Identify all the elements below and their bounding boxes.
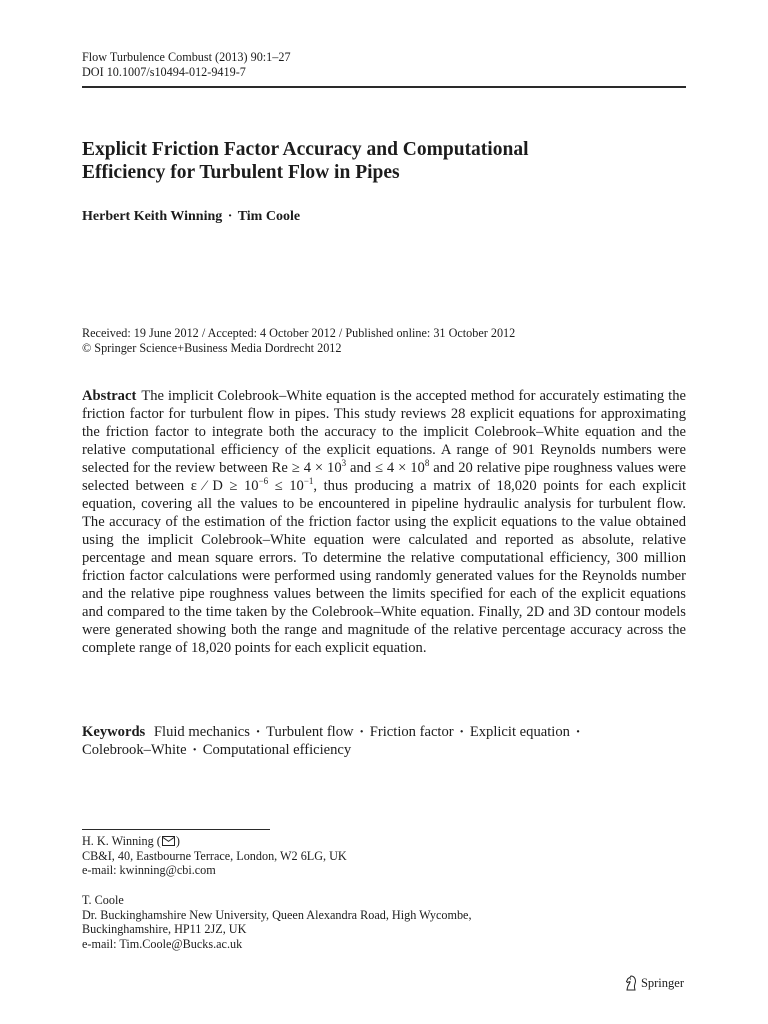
- author-name: Herbert Keith Winning: [82, 209, 223, 224]
- abstract-text-part-3: and 20 relative pipe roughness values were selected between ε ⁄ D ≥ 10: [82, 460, 687, 494]
- superscript-3: 3: [341, 458, 347, 469]
- keywords-label: Keywords: [82, 724, 146, 740]
- keyword-separator: ·: [251, 724, 265, 740]
- abstract: [82, 387, 686, 657]
- superscript-minus-6: −6: [258, 476, 269, 487]
- affiliation-winning: [82, 834, 602, 878]
- keyword: Computational efficiency: [202, 742, 352, 758]
- publication-history: [82, 326, 686, 356]
- keyword-separator: ·: [571, 724, 581, 740]
- keyword: Colebrook–White: [82, 742, 187, 758]
- abstract-label: Abstract: [82, 388, 137, 404]
- keyword-separator: ·: [455, 724, 468, 740]
- abstract-text-part-2: and ≤ 4 × 10: [346, 460, 425, 476]
- envelope-icon: [162, 836, 175, 846]
- keyword: Friction factor: [369, 724, 454, 740]
- abstract-text-part-5: , thus producing a matrix of 18,020 points for each explicit equation, covering all the values to be encountered in pipeline hydraulic analysis for turbulent flow. The accuracy of the estimation of the friction factor using the explicit equations to the value obtained using the implicit Colebrook–White equation were calculated and reported as absolute, relative percentage and mean square errors. To determine the relative computational efficiency, 300 million friction factor calculations were performed using randomly generated values for the Reynolds number and the relative pipe roughness values between the limits specified for each of the explicit equations and compared to the time taken by the Colebrook–White equation. Finally, 2D and 3D contour models were generated showing both the range and magnitude of the relative percentage accuracy across the complete range of 18,020 points for each explicit equation.: [82, 478, 686, 656]
- journal-reference: [82, 50, 291, 79]
- knight-chess-piece-icon: [624, 975, 638, 991]
- paper-title: [82, 138, 686, 184]
- affiliation-coole: [82, 893, 602, 951]
- title-line-2: Efficiency for Turbulent Flow in Pipes: [82, 162, 400, 183]
- keyword-separator: ·: [355, 724, 368, 740]
- author-separator: ·: [227, 209, 233, 224]
- header-rule: [82, 86, 686, 88]
- keyword-separator: ·: [188, 742, 201, 758]
- keyword: Fluid mechanics: [153, 724, 250, 740]
- keyword: Turbulent flow: [266, 724, 354, 740]
- keywords: [82, 723, 686, 759]
- affiliation-address: CB&I, 40, Eastbourne Terrace, London, W2 6LG, UK: [82, 848, 347, 863]
- journal-doi: DOI 10.1007/s10494-012-9419-7: [82, 64, 246, 79]
- abstract-text-part-4: ≤ 10: [268, 478, 304, 494]
- publisher-logo: [624, 975, 684, 991]
- affiliation-address-line-2: Buckinghamshire, HP11 2JZ, UK: [82, 922, 247, 937]
- superscript-minus-1: −1: [303, 476, 314, 487]
- affiliation-email[interactable]: e-mail: kwinning@cbi.com: [82, 863, 216, 878]
- author-list: [82, 209, 300, 225]
- affiliation-author-end: ): [175, 834, 180, 848]
- journal-citation: Flow Turbulence Combust (2013) 90:1–27: [82, 50, 291, 64]
- superscript-8: 8: [424, 458, 430, 469]
- affiliation-author: T. Coole: [82, 893, 124, 907]
- affiliation-name: [82, 834, 602, 849]
- publisher-name: Springer: [640, 975, 684, 990]
- keyword: Explicit equation: [469, 724, 570, 740]
- affiliation-address-line-1: Dr. Buckinghamshire New University, Queen Alexandra Road, High Wycombe,: [82, 907, 472, 922]
- copyright-notice: © Springer Science+Business Media Dordrecht 2012: [82, 341, 342, 355]
- footnote-rule: [82, 829, 270, 830]
- title-line-1: Explicit Friction Factor Accuracy and Computational: [82, 139, 529, 160]
- affiliation-email[interactable]: e-mail: Tim.Coole@Bucks.ac.uk: [82, 936, 243, 951]
- history-dates: Received: 19 June 2012 / Accepted: 4 October 2012 / Published online: 31 October 2012: [82, 326, 516, 340]
- affiliation-author: H. K. Winning (: [82, 834, 161, 848]
- abstract-text-part-1: The implicit Colebrook–White equation is the accepted method for accurately estimating the friction factor for turbulent flow in pipes. This study reviews 28 explicit equations for approximating the friction factor to integrate both the accuracy to the implicit Colebrook–White equation and the relative computational efficiency of the explicit equations. A range of 901 Reynolds numbers were selected for the review between Re ≥ 4 × 10: [82, 388, 686, 476]
- author-name: Tim Coole: [237, 209, 301, 224]
